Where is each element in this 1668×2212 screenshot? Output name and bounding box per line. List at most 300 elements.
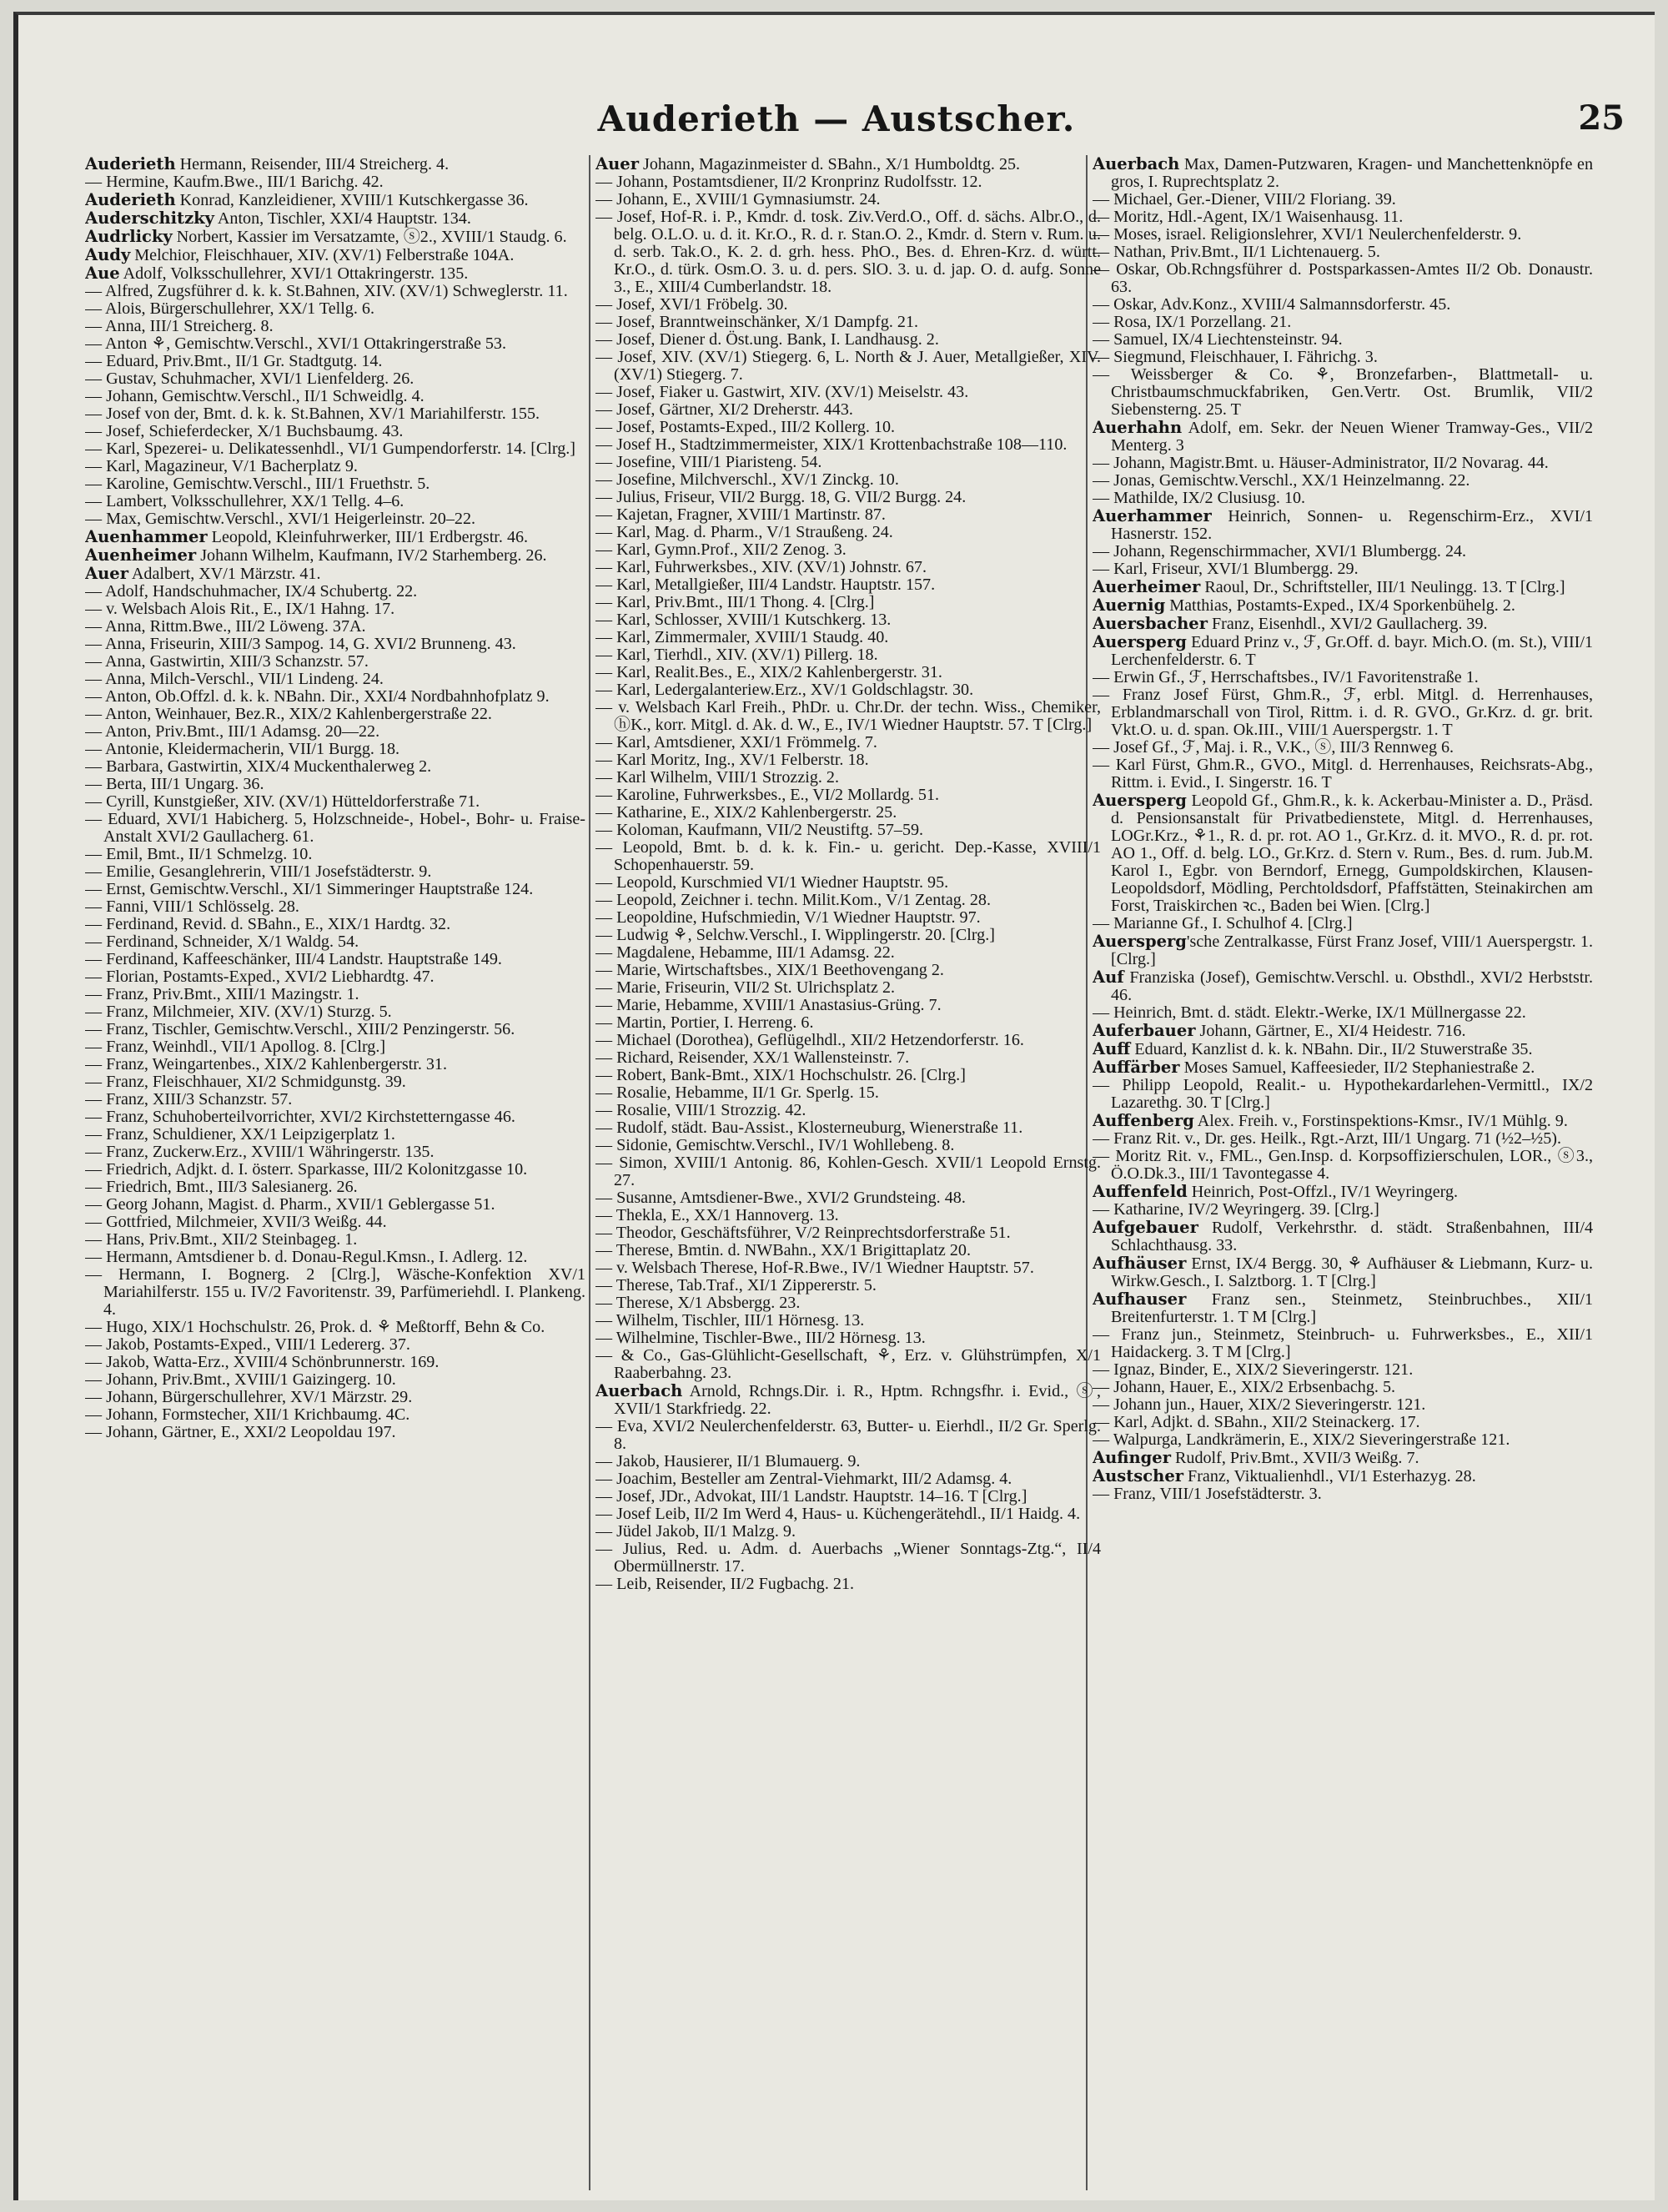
directory-entry: [1093, 1449, 1593, 1467]
directory-entry: [595, 629, 1101, 646]
directory-entry: [85, 264, 585, 283]
entry-text: Franz, Eisenhdl., XVI/2 Gaullacherg. 39.: [1207, 615, 1488, 633]
directory-entry: [85, 671, 585, 688]
entry-text: — Joachim, Besteller am Zentral-Viehmarkt, III/2 Adamsg. 4.: [595, 1470, 1012, 1488]
entry-text: — Emil, Bmt., II/1 Schmelzg. 10.: [85, 845, 313, 863]
directory-entry: [595, 1506, 1101, 1523]
directory-entry: [85, 951, 585, 968]
directory-entry: [595, 1102, 1101, 1119]
directory-entry: [1093, 1254, 1593, 1290]
entry-text: Johann, Magazinmeister d. SBahn., X/1 Humboldtg. 25.: [639, 155, 1021, 173]
entry-text: — Walpurga, Landkrämerin, E., XIX/2 Sieveringerstraße 121.: [1093, 1430, 1510, 1449]
entry-text: Arnold, Rchngs.Dir. i. R., Hptm. Rchngsfhr. i. Evid., ⓢ, XVII/1 Starkfriedg. 22.: [614, 1382, 1101, 1418]
entry-text: — Karl, Realit.Bes., E., XIX/2 Kahlenbergerstr. 31.: [595, 663, 942, 681]
entry-text: — & Co., Gas-Glühlicht-Gesellschaft, ⚘, Erz. v. Glühstrümpfen, X/1 Raaberbahng. 23.: [595, 1346, 1101, 1382]
directory-entry: [595, 979, 1101, 997]
directory-entry: [1093, 596, 1593, 615]
directory-entry: [1093, 1077, 1593, 1112]
directory-entry: [85, 916, 585, 933]
directory-entry: [595, 1032, 1101, 1049]
directory-entry: [85, 811, 585, 846]
page-header: [18, 98, 1655, 148]
directory-entry: [1093, 1431, 1593, 1449]
directory-entry: [85, 493, 585, 510]
directory-entry: [1093, 1201, 1593, 1219]
entry-text: — Wilhelm, Tischler, III/1 Hörnesg. 13.: [595, 1311, 865, 1330]
entry-surname: Auferbauer: [1093, 1021, 1196, 1040]
entry-text: — Friedrich, Bmt., III/3 Salesianerg. 26.: [85, 1178, 358, 1196]
directory-entry: [595, 1312, 1101, 1330]
directory-entry: [1093, 1486, 1593, 1503]
directory-entry: [1093, 686, 1593, 739]
directory-entry: [1093, 155, 1593, 191]
directory-entry: [85, 528, 585, 546]
directory-entry: [85, 510, 585, 528]
directory-entry: [1093, 578, 1593, 596]
entry-text: Eduard Prinz v., ℱ, Gr.Off. d. bayr. Mich.O. (m. St.), VIII/1 Lerchenfelderstr. 6. T: [1111, 633, 1593, 669]
entry-text: — Eduard, Priv.Bmt., II/1 Gr. Stadtgutg. 14.: [85, 352, 383, 370]
entry-text: — Hermine, Kaufm.Bwe., III/1 Barichg. 42.: [85, 173, 384, 191]
entry-text: — Robert, Bank-Bmt., XIX/1 Hochschulstr. 26. [Clrg.]: [595, 1066, 966, 1084]
entry-text: — Franz, Priv.Bmt., XIII/1 Mazingstr. 1.: [85, 985, 359, 1003]
entry-text: — Johann, Hauer, E., XIX/2 Erbsenbachg. 5.: [1093, 1378, 1396, 1396]
entry-text: — Hermann, I. Bognerg. 2 [Clrg.], Wäsche-Konfektion XV/1 Mariahilferstr. 155 u. IV/2 Favoritenstr. 39, Parfümeriehdl. I. Plankeng. 4.: [85, 1265, 585, 1319]
directory-entry: [85, 228, 585, 246]
entry-text: — Barbara, Gastwirtin, XIX/4 Muckenthalerweg 2.: [85, 757, 432, 776]
entry-text: — Marianne Gf., I. Schulhof 4. [Clrg.]: [1093, 914, 1353, 933]
entry-text: — Therese, Bmtin. d. NWBahn., XX/1 Brigittaplatz 20.: [595, 1241, 971, 1259]
directory-entry: [85, 881, 585, 898]
directory-entry: [85, 300, 585, 318]
directory-entry: [595, 769, 1101, 787]
directory-entry: [595, 1453, 1101, 1470]
entry-surname: Austscher: [1093, 1466, 1184, 1486]
entry-text: — Moritz Rit. v., FML., Gen.Insp. d. Korpsoffizierschulen, LOR., ⓢ3., Ö.O.Dk.3., III/1 Tavontegasse 4.: [1093, 1147, 1593, 1183]
directory-entry: [595, 787, 1101, 804]
directory-entry: [85, 1406, 585, 1424]
directory-entry: [85, 318, 585, 335]
directory-entry: [1093, 349, 1593, 366]
entry-text: — Lambert, Volksschullehrer, XX/1 Tellg. 4–6.: [85, 492, 404, 510]
column-1: [85, 155, 585, 2190]
directory-entry: [1093, 1130, 1593, 1148]
entry-text: Heinrich, Post-Offzl., IV/1 Weyringerg.: [1187, 1183, 1459, 1201]
entry-text: Leopold, Kleinfuhrwerker, III/1 Erdbergstr. 46.: [207, 528, 529, 546]
directory-entry: [595, 419, 1101, 436]
directory-entry: [1093, 1183, 1593, 1201]
directory-entry: [85, 758, 585, 776]
entry-text: — Ferdinand, Schneider, X/1 Waldg. 54.: [85, 933, 359, 951]
directory-entry: [595, 699, 1101, 734]
entry-surname: Auerbach: [595, 1381, 683, 1400]
directory-entry: [85, 173, 585, 191]
directory-page: [13, 12, 1655, 2200]
entry-text: — Friedrich, Adjkt. d. I. österr. Sparkasse, III/2 Kolonitzgasse 10.: [85, 1160, 528, 1179]
directory-entry: [595, 962, 1101, 979]
entry-text: — Rosalie, VIII/1 Strozzig. 42.: [595, 1101, 806, 1119]
directory-entry: [85, 1161, 585, 1179]
directory-entry: [595, 611, 1101, 629]
entry-text: — Ferdinand, Kaffeeschänker, III/4 Landstr. Hauptstraße 149.: [85, 950, 502, 968]
entry-text: — Max, Gemischtw.Verschl., XVI/1 Heigerleinstr. 20–22.: [85, 510, 476, 528]
entry-text: 'sche Zentralkasse, Fürst Franz Josef, VIII/1 Auerspergstr. 1. [Clrg.]: [1111, 933, 1593, 968]
directory-entry: [1093, 455, 1593, 472]
directory-entry: [595, 524, 1101, 541]
entry-text: — Anna, III/1 Streicherg. 8.: [85, 317, 274, 335]
entry-text: Franziska (Josef), Gemischtw.Verschl. u. Obsthdl., XVI/2 Herbststr. 46.: [1111, 968, 1593, 1004]
entry-text: — Johann, Magistr.Bmt. u. Häuser-Administrator, II/2 Novarag. 44.: [1093, 454, 1549, 472]
entry-text: — Emilie, Gesanglehrerin, VIII/1 Josefstädterstr. 9.: [85, 862, 432, 881]
entry-text: — Leopold, Kurschmied VI/1 Wiedner Hauptstr. 95.: [595, 873, 949, 892]
directory-entry: [595, 1154, 1101, 1189]
directory-entry: [595, 1523, 1101, 1541]
entry-text: Anton, Tischler, XXI/4 Hauptstr. 134.: [214, 209, 471, 228]
entry-text: Leopold Gf., Ghm.R., k. k. Ackerbau-Minister a. D., Präsd. d. Pensionsanstalt für Privatbedienstete, Mitgl. d. Herrenhauses, LOGr.Krz., ⚘1., R. d. pr. rot. AO 1., Gr.Krz. d. it. MVO., R. d. pr. rot. AO 1., Off. d. belg. LO., Gr.Krz. d. Stern v. Rum., Bes. d. rum. Jub.M. Karol I., Egbr. von Berndorf, Ernegg, Gumpoldskirchen, Klausen-Leopoldsdorf, Mödling, Perchtoldsdorf, Pfaffstätten, Steinakirchen am Forst, Traiskirchen ꝛc., Baden bei Wien. [Clrg.]: [1111, 792, 1593, 915]
entry-surname: Auer: [85, 564, 128, 583]
directory-entry: [85, 388, 585, 405]
entry-surname: Auenhammer: [85, 527, 208, 546]
entry-text: Johann, Gärtner, E., XI/4 Heidestr. 716.: [1195, 1022, 1466, 1040]
directory-entry: [1093, 209, 1593, 226]
entry-text: — Mathilde, IX/2 Clusiusg. 10.: [1093, 489, 1306, 507]
directory-entry: [595, 997, 1101, 1014]
entry-text: — Magdalene, Hebamme, III/1 Adamsg. 22.: [595, 943, 895, 962]
entry-text: — Marie, Friseurin, VII/2 St. Ulrichsplatz 2.: [595, 978, 896, 997]
entry-text: — Karl, Zimmermaler, XVIII/1 Staudg. 40.: [595, 628, 889, 646]
directory-entry: [595, 454, 1101, 471]
directory-entry: [85, 793, 585, 811]
directory-entry: [595, 191, 1101, 209]
entry-text: — Josef, Gärtner, XI/2 Dreherstr. 443.: [595, 400, 853, 419]
directory-entry: [595, 927, 1101, 944]
directory-entry: [595, 559, 1101, 576]
directory-entry: [85, 155, 585, 173]
entry-text: — Franz, Weingartenbes., XIX/2 Kahlenbergerstr. 31.: [85, 1055, 448, 1073]
entry-text: — Franz, Schuhoberteilvorrichter, XVI/2 Kirchstetterngasse 46.: [85, 1108, 515, 1126]
directory-entry: [85, 1021, 585, 1038]
entry-text: — Weissberger & Co. ⚘, Bronzefarben-, Blattmetall- u. Christbaumschmuckfabriken, Gen.Vertr. Ost. Brumlik, VII/2 Siebensterng. 25. T: [1093, 365, 1593, 419]
entry-surname: Aue: [85, 264, 120, 283]
directory-entry: [85, 1231, 585, 1249]
entry-surname: Aufgebauer: [1093, 1218, 1198, 1237]
entry-text: — Richard, Reisender, XX/1 Wallensteinstr. 7.: [595, 1048, 910, 1067]
entry-surname: Auersperg: [1093, 791, 1187, 810]
entry-text: — Josef, Branntweinschänker, X/1 Dampfg. 21.: [595, 313, 919, 331]
entry-text: — Nathan, Priv.Bmt., II/1 Lichtenauerg. 5.: [1093, 243, 1380, 261]
directory-entry: [85, 986, 585, 1003]
entry-text: Norbert, Kassier im Versatzamte, ⓢ2., XVIII/1 Staudg. 6.: [172, 228, 567, 246]
entry-text: — Josef, XIV. (XV/1) Stiegerg. 6, L. North & J. Auer, Metallgießer, XIV. (XV/1) Stiegerg. 7.: [595, 348, 1101, 384]
directory-entry: [85, 1424, 585, 1441]
directory-entry: [85, 741, 585, 758]
directory-entry: [85, 706, 585, 723]
entry-text: — Julius, Friseur, VII/2 Burgg. 18, G. VII/2 Burgg. 24.: [595, 488, 967, 506]
entry-text: — Ludwig ⚘, Selchw.Verschl., I. Wipplingerstr. 20. [Clrg.]: [595, 926, 995, 944]
entry-text: — Karl, Schlosser, XVIII/1 Kutschkerg. 13.: [595, 611, 892, 629]
directory-entry: [85, 1354, 585, 1371]
entry-surname: Auernig: [1093, 596, 1166, 615]
entry-surname: Aufhauser: [1093, 1289, 1187, 1309]
entry-surname: Auerheimer: [1093, 577, 1201, 596]
directory-entry: [595, 1295, 1101, 1312]
entry-text: — Franz, Milchmeier, XIV. (XV/1) Sturzg. 5.: [85, 1003, 392, 1021]
directory-entry: [85, 1389, 585, 1406]
directory-entry: [595, 1119, 1101, 1137]
entry-text: Adolf, Volksschullehrer, XVI/1 Ottakringerstr. 135.: [119, 264, 469, 283]
entry-text: — Fanni, VIII/1 Schlösselg. 28.: [85, 897, 299, 916]
directory-entry: [85, 1371, 585, 1389]
directory-entry: [85, 546, 585, 565]
entry-text: — Theodor, Geschäftsführer, V/2 Reinprechtsdorferstraße 51.: [595, 1224, 1011, 1242]
column-2: [595, 155, 1101, 2190]
directory-entry: [85, 1126, 585, 1144]
entry-surname: Auersbacher: [1093, 614, 1208, 633]
entry-surname: Auff: [1093, 1039, 1131, 1058]
entry-text: — Josef, Schieferdecker, X/1 Buchsbaumg. 43.: [85, 422, 404, 440]
entry-text: — Anton ⚘, Gemischtw.Verschl., XVI/1 Ottakringerstraße 53.: [85, 334, 507, 353]
directory-entry: [85, 1091, 585, 1109]
directory-entry: [595, 646, 1101, 664]
directory-entry: [85, 688, 585, 706]
directory-entry: [85, 1214, 585, 1231]
entry-text: — Franz Josef Fürst, Ghm.R., ℱ, erbl. Mitgl. d. Herrenhauses, Erblandmarschall von Tirol, Rittm. i. d. R. GVO., Gr.Krz. d. gr. brit. Vkt.O. u. d. span. Ok.III., VIII/1 Auerspergstr. 1. T: [1093, 686, 1593, 739]
directory-entry: [595, 594, 1101, 611]
directory-entry: [1093, 507, 1593, 543]
directory-entry: [595, 173, 1101, 191]
entry-text: — Anton, Weinhauer, Bez.R., XIX/2 Kahlenbergerstraße 22.: [85, 705, 492, 723]
directory-entry: [1093, 933, 1593, 968]
entry-text: — Karl, Spezerei- u. Delikatessenhdl., VI/1 Gumpendorferstr. 14. [Clrg.]: [85, 440, 575, 458]
directory-entry: [1093, 968, 1593, 1004]
entry-text: — Anna, Milch-Verschl., VII/1 Lindeng. 24.: [85, 670, 384, 688]
entry-text: — Marie, Hebamme, XVIII/1 Anastasius-Grüng. 7.: [595, 996, 942, 1014]
directory-entry: [595, 331, 1101, 349]
directory-entry: [1093, 792, 1593, 915]
directory-entry: [1093, 490, 1593, 507]
entry-text: — Johann, Formstecher, XII/1 Krichbaumg. 4C.: [85, 1405, 410, 1424]
entry-text: Adolf, em. Sekr. der Neuen Wiener Tramway-Ges., VII/2 Menterg. 3: [1111, 419, 1593, 455]
entry-text: — Karl, Priv.Bmt., III/1 Thong. 4. [Clrg.]: [595, 593, 875, 611]
entry-text: — Susanne, Amtsdiener-Bwe., XVI/2 Grundsteing. 48.: [595, 1189, 966, 1207]
directory-entry: [85, 1319, 585, 1336]
directory-entry: [595, 401, 1101, 419]
entry-surname: Auer: [595, 155, 639, 173]
directory-entry: [85, 1336, 585, 1354]
directory-entry: [595, 541, 1101, 559]
entry-text: — Josefine, Milchverschl., XV/1 Zinckg. 10.: [595, 470, 899, 489]
directory-entry: [595, 209, 1101, 296]
entry-text: Ernst, IX/4 Bergg. 30, ⚘ Aufhäuser & Liebmann, Kurz- u. Wirkw.Gesch., I. Salztborg. 1. T [Clrg.]: [1111, 1254, 1593, 1290]
directory-entry: [1093, 1004, 1593, 1022]
entry-text: Johann Wilhelm, Kaufmann, IV/2 Starhemberg. 26.: [196, 546, 547, 565]
entry-text: — Adolf, Handschuhmacher, IX/4 Schubertg. 22.: [85, 582, 418, 601]
entry-text: — Johann, Priv.Bmt., XVIII/1 Gaizingerg. 10.: [85, 1370, 396, 1389]
entry-text: — v. Welsbach Therese, Hof-R.Bwe., IV/1 Wiedner Hauptstr. 57.: [595, 1259, 1034, 1277]
entry-text: — Karl, Ledergalanteriew.Erz., XV/1 Goldschlagstr. 30.: [595, 681, 974, 699]
directory-entry: [85, 653, 585, 671]
entry-text: Alex. Freih. v., Forstinspektions-Kmsr., IV/1 Mühlg. 9.: [1193, 1112, 1568, 1130]
entry-text: — Marie, Wirtschaftsbes., XIX/1 Beethovengang 2.: [595, 961, 944, 979]
directory-entry: [85, 1003, 585, 1021]
entry-surname: Auffenberg: [1093, 1111, 1194, 1130]
entry-text: — Gottfried, Milchmeier, XVII/3 Weißg. 44.: [85, 1213, 387, 1231]
column-3: [1093, 155, 1593, 2190]
directory-entry: [1093, 314, 1593, 331]
directory-entry: [1093, 1361, 1593, 1379]
entry-text: — Jakob, Watta-Erz., XVIII/4 Schönbrunnerstr. 169.: [85, 1353, 440, 1371]
directory-entry: [1093, 1112, 1593, 1130]
directory-entry: [1093, 1022, 1593, 1040]
entry-surname: Auersperg: [1093, 632, 1187, 651]
entry-text: — Ignaz, Binder, E., XIX/2 Sieveringerstr. 121.: [1093, 1360, 1414, 1379]
entry-text: — Ferdinand, Revid. d. SBahn., E., XIX/1 Hardtg. 32.: [85, 915, 451, 933]
entry-surname: Aufhäuser: [1093, 1254, 1187, 1273]
entry-text: — Sidonie, Gemischtw.Verschl., IV/1 Wohllebeng. 8.: [595, 1136, 955, 1154]
directory-entry: [85, 1249, 585, 1266]
directory-entry: [595, 892, 1101, 909]
entry-text: — Leopold, Bmt. b. d. k. k. Fin.- u. gericht. Dep.-Kasse, XVIII/1 Schopenhauerstr. 59.: [595, 838, 1101, 874]
directory-entry: [1093, 1414, 1593, 1431]
directory-entry: [1093, 757, 1593, 792]
running-head: Auderieth — Austscher.: [597, 98, 1076, 139]
entry-text: — Franz, Fleischhauer, XI/2 Schmidgunstg. 39.: [85, 1073, 406, 1091]
entry-text: — Franz jun., Steinmetz, Steinbruch- u. Fuhrwerksbes., E., XII/1 Haidackerg. 3. T M [Clrg.]: [1093, 1325, 1593, 1361]
directory-entry: [595, 681, 1101, 699]
directory-entry: [85, 1109, 585, 1126]
entry-text: — Moritz, Hdl.-Agent, IX/1 Waisenhausg. 11.: [1093, 208, 1404, 226]
entry-text: — Franz Rit. v., Dr. ges. Heilk., Rgt.-Arzt, III/1 Ungarg. 71 (½2–½5).: [1093, 1129, 1561, 1148]
entry-text: Rudolf, Priv.Bmt., XVII/3 Weißg. 7.: [1170, 1449, 1419, 1467]
directory-entry: [1093, 226, 1593, 244]
entry-text: — Cyrill, Kunstgießer, XIV. (XV/1) Hütteldorferstraße 71.: [85, 792, 480, 811]
entry-text: — Oskar, Adv.Konz., XVIII/4 Salmannsdorferstr. 45.: [1093, 295, 1451, 314]
directory-entry: [595, 1576, 1101, 1593]
entry-text: — Simon, XVIII/1 Antonig. 86, Kohlen-Gesch. XVII/1 Leopold Ernstg. 27.: [595, 1154, 1101, 1189]
directory-entry: [85, 898, 585, 916]
directory-entry: [1093, 1379, 1593, 1396]
directory-entry: [595, 576, 1101, 594]
entry-text: — Therese, X/1 Absbergg. 23.: [595, 1294, 801, 1312]
entry-text: — Karl Moritz, Ing., XV/1 Felberstr. 18.: [595, 751, 869, 769]
entry-text: — Michael (Dorothea), Geflügelhdl., XII/2 Hetzendorferstr. 16.: [595, 1031, 1024, 1049]
directory-entry: [595, 1541, 1101, 1576]
column-divider: [589, 155, 590, 2190]
directory-entry: [1093, 1326, 1593, 1361]
entry-text: — Rosa, IX/1 Porzellang. 21.: [1093, 313, 1292, 331]
entry-text: Eduard, Kanzlist d. k. k. NBahn. Dir., II/2 Stuwerstraße 35.: [1130, 1040, 1533, 1058]
entry-surname: Auenheimer: [85, 545, 197, 565]
directory-entry: [85, 968, 585, 986]
directory-entry: [85, 283, 585, 300]
directory-entry: [1093, 366, 1593, 419]
entry-text: — Anton, Ob.Offzl. d. k. k. NBahn. Dir., XXI/4 Nordbahnhofplatz 9.: [85, 687, 550, 706]
entry-text: — Hans, Priv.Bmt., XII/2 Steinbageg. 1.: [85, 1230, 358, 1249]
directory-entry: [595, 1067, 1101, 1084]
directory-entry: [1093, 1290, 1593, 1326]
entry-text: — Johann, Gärtner, E., XXI/2 Leopoldau 197.: [85, 1423, 396, 1441]
directory-entry: [85, 1056, 585, 1073]
entry-text: Franz, Viktualienhdl., VI/1 Esterhazyg. 28.: [1183, 1467, 1476, 1486]
entry-text: — v. Welsbach Alois Rit., E., IX/1 Hahng. 17.: [85, 600, 395, 618]
entry-text: — Johann, Regenschirmmacher, XVI/1 Blumbergg. 24.: [1093, 542, 1467, 561]
directory-entry: [1093, 915, 1593, 933]
entry-text: — v. Welsbach Karl Freih., PhDr. u. Chr.Dr. der techn. Wiss., Chemiker, ⓗK., korr. Mitgl. d. Ak. d. W., E., IV/1 Wiedner Hauptstr. 57. T [Clrg.]: [595, 698, 1101, 734]
directory-entry: [595, 752, 1101, 769]
entry-text: — Rudolf, städt. Bau-Assist., Klosterneuburg, Wienerstraße 11.: [595, 1119, 1023, 1137]
entry-text: — Oskar, Ob.Rchngsführer d. Postsparkassen-Amtes II/2 Ob. Donaustr. 63.: [1093, 260, 1593, 296]
entry-text: — Alfred, Zugsführer d. k. k. St.Bahnen, XIV. (XV/1) Schweglerstr. 11.: [85, 282, 568, 300]
entry-surname: Auersperg: [1093, 932, 1187, 951]
directory-entry: [85, 335, 585, 353]
directory-entry: [1093, 296, 1593, 314]
directory-entry: [595, 1330, 1101, 1347]
directory-entry: [595, 1084, 1101, 1102]
entry-text: — Johann, Bürgerschullehrer, XV/1 Märzstr. 29.: [85, 1388, 413, 1406]
directory-entry: [85, 636, 585, 653]
directory-entry: [1093, 1467, 1593, 1486]
directory-entry: [1093, 669, 1593, 686]
directory-entry: [595, 1347, 1101, 1382]
entry-text: — Anton, Priv.Bmt., III/1 Adamsg. 20—22.: [85, 722, 380, 741]
directory-entry: [1093, 1058, 1593, 1077]
entry-text: — Hermann, Amtsdiener b. d. Donau-Regul.Kmsn., I. Adlerg. 12.: [85, 1248, 528, 1266]
directory-entry: [595, 664, 1101, 681]
directory-entry: [595, 349, 1101, 384]
entry-text: — Heinrich, Bmt. d. städt. Elektr.-Werke, IX/1 Müllnergasse 22.: [1093, 1003, 1526, 1022]
entry-text: — Philipp Leopold, Realit.- u. Hypothekardarlehen-Vermittl., IX/2 Lazarethg. 30. T [Clrg.]: [1093, 1076, 1593, 1112]
directory-entry: [1093, 191, 1593, 209]
entry-text: Heinrich, Sonnen- u. Regenschirm-Erz., XVI/1 Hasnerstr. 152.: [1111, 507, 1593, 543]
directory-entry: [85, 1073, 585, 1091]
entry-surname: Audrlicky: [85, 227, 173, 246]
entry-text: Matthias, Postamts-Exped., IX/4 Sporkenbühelg. 2.: [1165, 596, 1515, 615]
directory-entry: [1093, 331, 1593, 349]
entry-text: — Karl Fürst, Ghm.R., GVO., Mitgl. d. Herrenhauses, Reichsrats-Abg., Rittm. i. Evid., I. Singerstr. 16. T: [1093, 756, 1593, 792]
entry-text: — Johann, Postamtsdiener, II/2 Kronprinz Rudolfsstr. 12.: [595, 173, 982, 191]
directory-entry: [595, 1277, 1101, 1295]
directory-entry: [1093, 1219, 1593, 1254]
directory-entry: [85, 863, 585, 881]
entry-text: Rudolf, Verkehrsthr. d. städt. Straßenbahnen, III/4 Schlachthausg. 33.: [1111, 1219, 1593, 1254]
directory-entry: [85, 475, 585, 493]
entry-surname: Auerhahn: [1093, 418, 1183, 437]
entry-text: — Josefine, VIII/1 Piaristeng. 54.: [595, 453, 822, 471]
entry-text: — Gustav, Schuhmacher, XVI/1 Lienfelderg. 26.: [85, 370, 414, 388]
entry-text: — Franz, Schuldiener, XX/1 Leipzigerplatz 1.: [85, 1125, 395, 1144]
directory-entry: [595, 1014, 1101, 1032]
entry-text: Adalbert, XV/1 Märzstr. 41.: [128, 565, 321, 583]
directory-entry: [85, 1038, 585, 1056]
entry-text: Hermann, Reisender, III/4 Streicherg. 4.: [175, 155, 450, 173]
entry-text: — Karl, Magazineur, V/1 Bacherplatz 9.: [85, 457, 358, 475]
entry-text: Raoul, Dr., Schriftsteller, III/1 Neulingg. 13. T [Clrg.]: [1200, 578, 1565, 596]
directory-entry: [595, 1259, 1101, 1277]
directory-entry: [1093, 261, 1593, 296]
entry-surname: Auderschitzky: [85, 209, 214, 228]
directory-entry: [595, 909, 1101, 927]
entry-text: — Katharine, E., XIX/2 Kahlenbergerstr. 25.: [595, 803, 897, 822]
entry-text: — Jakob, Hausierer, II/1 Blumauerg. 9.: [595, 1452, 861, 1470]
entry-text: — Samuel, IX/4 Liechtensteinstr. 94.: [1093, 330, 1343, 349]
entry-text: — Josef, JDr., Advokat, III/1 Landstr. Hauptstr. 14–16. T [Clrg.]: [595, 1487, 1027, 1506]
directory-entry: [85, 1196, 585, 1214]
entry-text: — Franz, XIII/3 Schanzstr. 57.: [85, 1090, 293, 1109]
entry-text: — Karl, Metallgießer, III/4 Landstr. Hauptstr. 157.: [595, 576, 936, 594]
entry-text: — Johann, Gemischtw.Verschl., II/1 Schweidlg. 4.: [85, 387, 425, 405]
entry-text: — Jüdel Jakob, II/1 Malzg. 9.: [595, 1522, 796, 1541]
entry-text: — Georg Johann, Magist. d. Pharm., XVII/1 Geblergasse 51.: [85, 1195, 495, 1214]
directory-entry: [85, 601, 585, 618]
